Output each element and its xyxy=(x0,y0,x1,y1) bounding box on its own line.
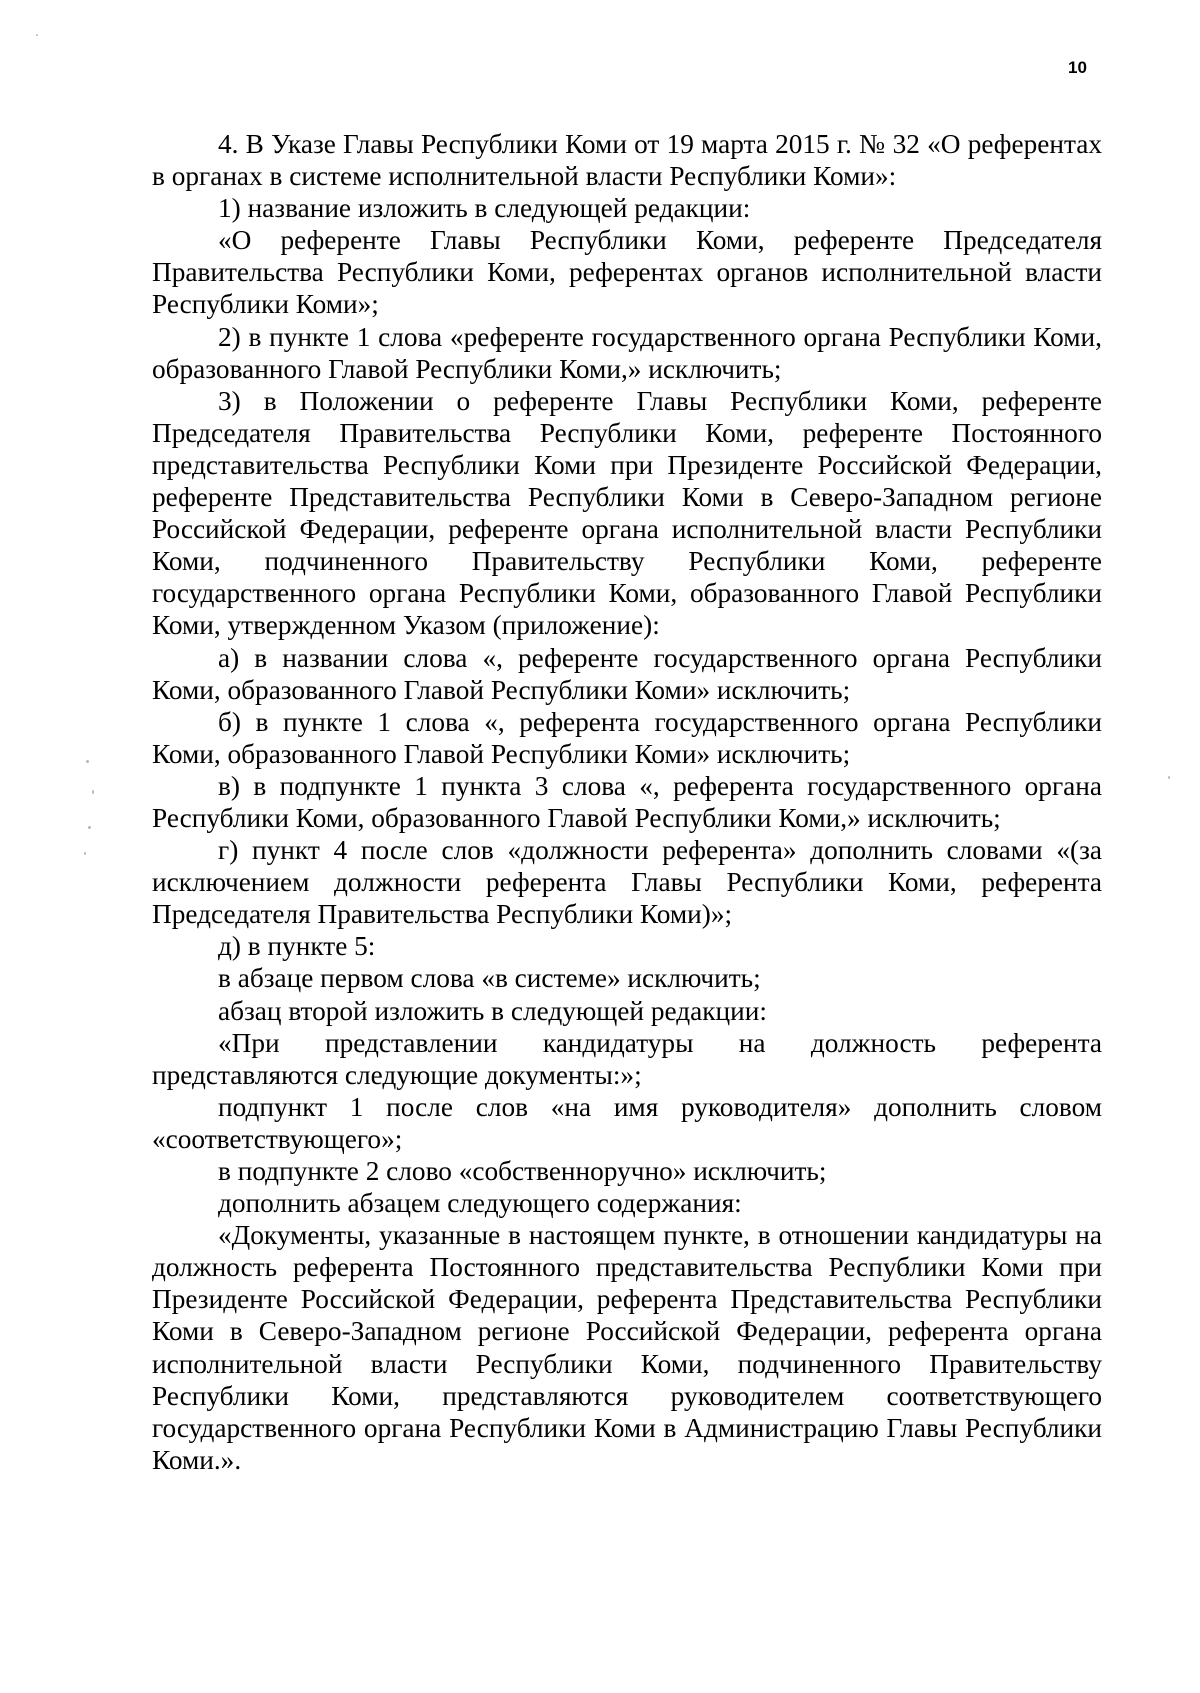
paragraph-subitem-2: 2) в пункте 1 слова «референте государственного органа Республики Коми, образованного Главой Республики Коми,» исключить; xyxy=(152,321,1102,384)
scan-speck xyxy=(36,34,38,36)
paragraph-subpoint-2: в подпункте 2 слово «собственноручно» исключить; xyxy=(218,1156,827,1186)
paragraph-first-abzac: в абзаце первом слова «в системе» исключить; xyxy=(218,963,761,994)
paragraph-subitem-1: 1) название изложить в следующей редакции: xyxy=(218,193,751,224)
page-number: 10 xyxy=(1068,58,1087,77)
paragraph-item-4: 4. В Указе Главы Республики Коми от 19 марта 2015 г. № 32 «О референтах в органах в системе исполнительной власти Республики Коми»: xyxy=(152,129,1102,192)
paragraph-letter-g: г) пункт 4 после слов «должности референта» дополнить словами «(за исключением должности референта Главы Республики Коми, референта Председателя Правительства Республики Коми)»; xyxy=(152,835,1102,930)
paragraph-letter-a: а) в названии слова «, референте государственного органа Республики Коми, образованного Главой Республики Коми» исключить; xyxy=(152,642,1102,705)
document-body xyxy=(152,128,1102,1476)
paragraph-quote-presentation: «При представлении кандидатуры на должность референта представляются следующие документы:»; xyxy=(152,1027,1102,1090)
scan-speck xyxy=(86,760,89,763)
paragraph-letter-d: д) в пункте 5: xyxy=(218,931,376,962)
paragraph-add-abzac: дополнить абзацем следующего содержания: xyxy=(218,1188,742,1219)
scan-speck xyxy=(84,852,86,855)
paragraph-letter-b: б) в пункте 1 слова «, референта государственного органа Республики Коми, образованного Главой Республики Коми» исключить; xyxy=(152,706,1102,769)
scan-speck xyxy=(88,826,91,829)
scan-speck xyxy=(1168,776,1170,779)
paragraph-new-title: «О референте Главы Республики Коми, референте Председателя Правительства Республики Коми, референтах органов исполнительной власти Республики Коми»; xyxy=(152,225,1102,320)
paragraph-subitem-3: 3) в Положении о референте Главы Республики Коми, референте Председателя Правительства Республики Коми, референте Постоянного представительства Республики Коми при Президенте Российской Федерации, референте Представительства Республики Коми в Северо-Западном регионе Российской Федерации, референте органа исполнительной власти Республики Коми, подчиненного Правительству Республики Коми, референте государственного органа Республики Коми, образованного Главой Республики Коми, утвержденном Указом (приложение): xyxy=(152,385,1102,641)
paragraph-second-abzac: абзац второй изложить в следующей редакции: xyxy=(218,995,767,1026)
paragraph-letter-v: в) в подпункте 1 пункта 3 слова «, референта государственного органа Республики Коми, образованного Главой Республики Коми,» исключить; xyxy=(152,770,1102,833)
paragraph-quote-documents: «Документы, указанные в настоящем пункте, в отношении кандидатуры на должность референта Постоянного представительства Республики Коми при Президенте Российской Федерации, референта Представительства Республики Коми в Северо-Западном регионе Российской Федерации, референта органа исполнительной власти Республики Коми, подчиненного Правительству Республики Коми, представляются руководителем соответствующего государственного органа Республики Коми в Администрацию Главы Республики Коми.». xyxy=(152,1220,1102,1475)
scan-speck xyxy=(92,790,94,794)
paragraph-subpoint-1: подпункт 1 после слов «на имя руководителя» дополнить словом «соответствующего»; xyxy=(152,1091,1102,1154)
